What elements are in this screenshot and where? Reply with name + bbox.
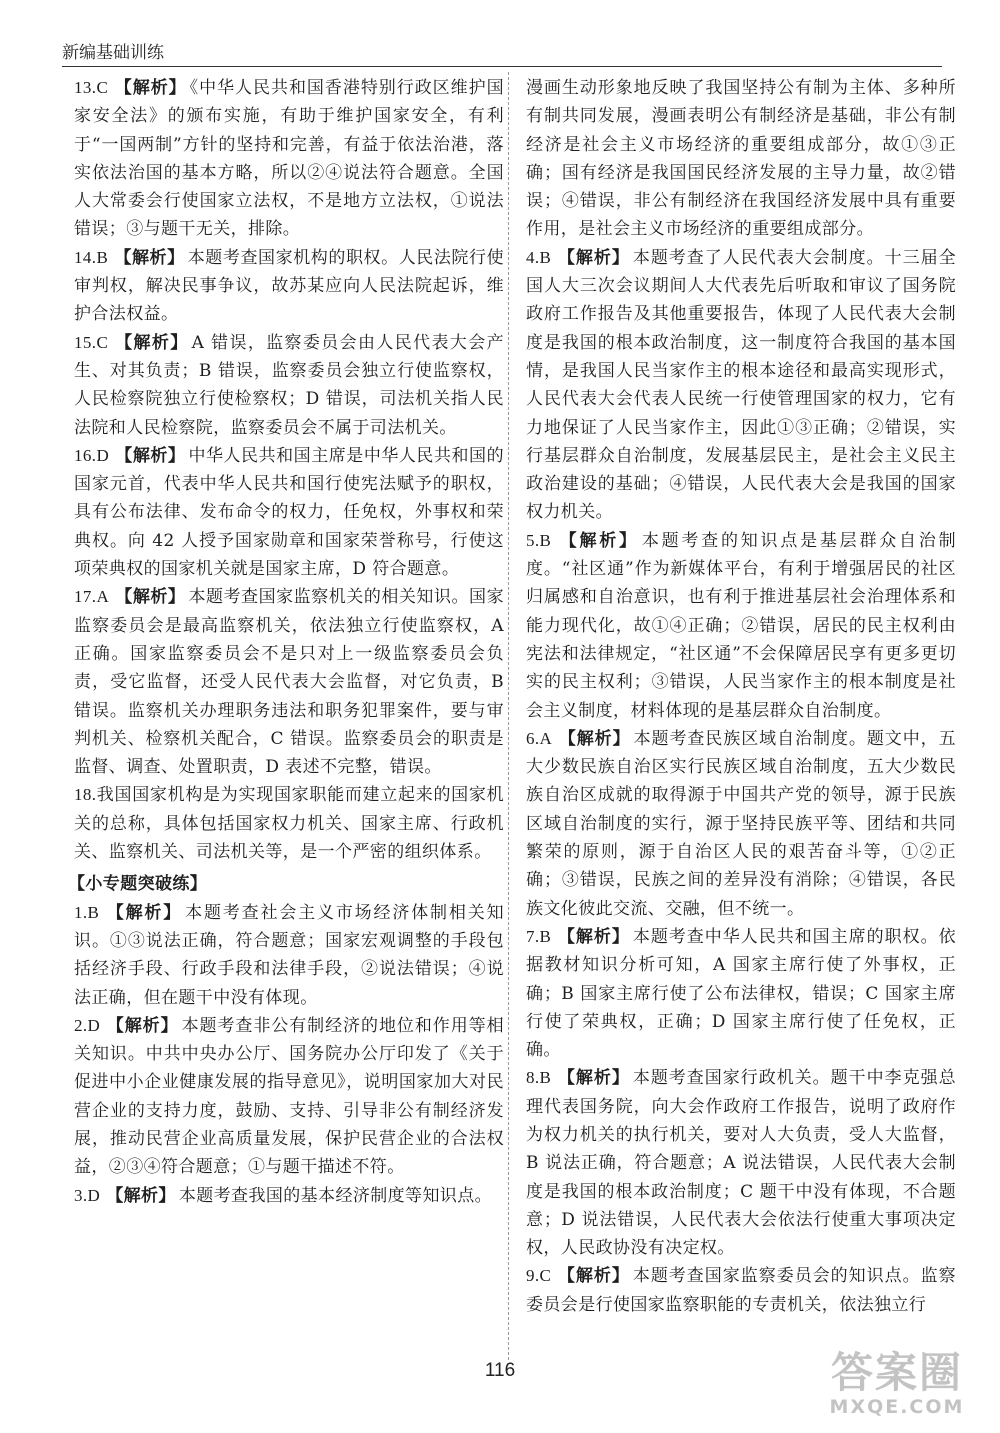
right-column: [526, 74, 956, 1319]
answer-number: 6.A: [526, 728, 553, 748]
answer-item: [526, 244, 956, 527]
answer-text: 漫画生动形象地反映了我国坚持公有制为主体、多种所有制共同发展，漫画表明公有制经济是基础，非公有制经济是社会主义市场经济的重要组成部分，故①③正确；国有经济是我国国民经济发展的主导力量，故②错误；④错误，非公有制经济在我国经济发展中具有重要作用，是社会主义市场经济的重要组成部分。: [526, 78, 956, 240]
analysis-tag: 【解析】: [557, 1266, 630, 1287]
answer-item: [74, 583, 504, 781]
answer-item: [74, 74, 504, 244]
column-divider: [508, 72, 509, 1360]
answer-number: 3.D: [74, 1185, 101, 1205]
analysis-tag: 【解析】: [557, 247, 630, 268]
answer-text: 我国国家机构是为实现国家职能而建立起来的国家机关的总称，具体包括国家权力机关、国家主席、行政机关、监察机关、司法机关等，是一个严密的组织体系。: [74, 785, 504, 863]
page-header-title: 新编基础训练: [62, 43, 164, 63]
answer-item: [526, 1262, 956, 1319]
answer-number: 18.: [74, 785, 97, 805]
answer-text: 本题考查的知识点是基层群众自治制度。“社区通”作为新媒体平台，有利于增强居民的社区归属感和自治意识，也有利于推进基层社会治理体系和能力现代化，故①④正确；②错误，居民的民主权利由宪法和法律规定，“社区通”不会保障居民享有更多更切实的民主权利；③错误，人民当家作主的根本制度是社会主义制度，材料体现的是基层群众自治制度。: [526, 530, 956, 721]
answer-item: [526, 1064, 956, 1262]
answer-item: [74, 244, 504, 329]
answer-text: 《中华人民共和国香港特别行政区维护国家安全法》的颁布实施，有助于维护国家安全，有利于“一国两制”方针的坚持和完善，有益于依法治港，落实依法治国的基本方略，所以②④说法符合题意。全国人大常委会行使国家立法权，不是地方立法权，①说法错误；③与题干无关，排除。: [74, 78, 504, 240]
answer-text: 本题考查民族区域自治制度。题文中，五大少数民族自治区实行民族区域自治制度，五大少数民族自治区成就的取得源于中国共产党的领导，源于民族区域自治制度的实行，源于坚持民族平等、团结和共同繁荣的原则，源于自治区人民的艰苦奋斗等，①②正确；③错误，民族之间的差异没有消除；④错误，各民族文化彼此交流、交融，但不统一。: [526, 728, 956, 919]
watermark-logo: [812, 1350, 982, 1425]
answer-number: 13.C: [74, 78, 109, 97]
analysis-tag: 【解析】: [106, 1185, 176, 1206]
answer-text: 本题考查社会主义市场经济体制相关知识。①③说法正确，符合题意；国家宏观调整的手段包括经济手段、行政手段和法律手段，②说法错误；④说法正确，但在题干中没有体现。: [74, 902, 504, 1008]
watermark-main: 答案圈: [830, 1348, 963, 1397]
answer-number: 14.B: [74, 247, 109, 267]
answer-number: 5.B: [526, 530, 552, 550]
answer-text: 本题考查非公有制经济的地位和作用等相关知识。中共中央办公厅、国务院办公厅印发了《关于促进中小企业健康发展的指导意见》，说明国家加大对民营企业的支持力度，鼓励、支持、引导非公有制经济发展，推动民营企业高质量发展，保护民营企业的合法权益，②③④符合题意；①与题干描述不符。: [74, 1015, 504, 1178]
answer-item: [74, 329, 504, 442]
analysis-tag: 【解析】: [114, 332, 189, 353]
answer-item: [74, 1012, 504, 1182]
analysis-tag: 【解析】: [115, 445, 186, 466]
answer-number: 15.C: [74, 332, 109, 352]
answer-number: 7.B: [526, 926, 552, 946]
answer-item: [74, 781, 504, 866]
analysis-tag: 【解析】: [106, 1015, 179, 1036]
analysis-tag: 【解析】: [114, 247, 185, 268]
analysis-tag: 【解析】: [557, 1068, 630, 1089]
left-answer-list-section: [74, 899, 504, 1210]
answer-text: 本题考查中华人民共和国主席的职权。依据教材知识分析可知，A 国家主席行使了外事权，正确；B 国家主席行使了公布法律权，错误；C 国家主席行使了荣典权，正确；D 国家主席行使了任免权，正确。: [526, 926, 956, 1061]
answer-item: [74, 1182, 504, 1210]
answer-text: 本题考查我国的基本经济制度等知识点。: [178, 1185, 493, 1206]
analysis-tag: 【解析】: [105, 902, 183, 923]
analysis-tag: 【解析】: [557, 926, 630, 947]
answer-text: 本题考查国家机构的职权。人民法院行使审判权，解决民事争议，故苏某应向人民法院起诉，维护合法权益。: [74, 247, 504, 325]
answer-item: [526, 74, 956, 244]
analysis-tag: 【解析】: [558, 728, 631, 749]
watermark-sub: MXQE.COM: [829, 1396, 965, 1418]
answer-item: [526, 923, 956, 1064]
answer-number: 2.D: [74, 1015, 101, 1035]
answer-number: 17.A: [74, 587, 110, 607]
section-title: 【小专题突破练】: [68, 874, 208, 895]
answer-number: 4.B: [526, 247, 552, 267]
left-column: [68, 74, 504, 1210]
right-answer-list: [526, 74, 956, 1319]
answer-number: 16.D: [74, 445, 110, 465]
header-rule: [62, 66, 942, 67]
answer-text: 本题考查国家监察委员会的知识点。监察委员会是行使国家监察职能的专责机关，依法独立行: [526, 1266, 956, 1315]
analysis-tag: 【解析】: [115, 587, 186, 608]
answer-item: [74, 442, 504, 583]
analysis-tag: 【解析】: [114, 78, 187, 98]
page-number: 116: [484, 1360, 516, 1381]
answer-text: 中华人民共和国主席是中华人民共和国的国家元首，代表中华人民共和国行使宪法赋予的职权，具有公布法律、发布命令的权力，任免权，外事权和荣典权。向 42 人授予国家勋章和国家荣誉称号，行使这项荣典权的国家机关就是国家主席，D 符合题意。: [74, 445, 504, 580]
answer-item: [74, 899, 504, 1012]
answer-item: [526, 725, 956, 923]
answer-number: 1.B: [74, 902, 100, 922]
left-answer-list: [74, 74, 504, 866]
answer-number: 9.C: [526, 1266, 552, 1286]
analysis-tag: 【解析】: [557, 530, 639, 551]
answer-text: 本题考查了人民代表大会制度。十三届全国人大三次会议期间人大代表先后听取和审议了国务院政府工作报告及其他重要报告，体现了人民代表大会制度是我国的根本政治制度，这一制度符合我国的基本国情，是我国人民当家作主的根本途径和最高实现形式，人民代表大会代表人民统一行使管理国家的权力，它有力地保证了人民当家作主，因此①③正确；②错误，实行基层群众自治制度，发展基层民主，是社会主义民主政治建设的基础；④错误，人民代表大会是我国的国家权力机关。: [526, 247, 956, 523]
answer-number: 8.B: [526, 1068, 552, 1088]
answer-text: 本题考查国家监察机关的相关知识。国家监察委员会是最高监察机关，依法独立行使监察权，A 正确。国家监察委员会不是只对上一级监察委员会负责，受它监督，还受人民代表大会监督，对它负责，B 错误。监察机关办理职务违法和职务犯罪案件，要与审判机关、检察机关配合，C 错误。监察委员会的职责是监督、调查、处置职责，D 表述不完整，错误。: [74, 587, 504, 778]
answer-text: 本题考查国家行政机关。题干中李克强总理代表国务院，向大会作政府工作报告，说明了政府作为权力机关的执行机关，要对人大负责，受人大监督，B 说法正确，符合题意；A 说法错误，人民代表大会制度是我国的根本政治制度；C 题干中没有体现，不合题意；D 说法错误，人民代表大会依法行使重大事项决定权，人民政协没有决定权。: [526, 1068, 956, 1259]
answer-text: A 错误，监察委员会由人民代表大会产生、对其负责；B 错误，监察委员会独立行使监察权，人民检察院独立行使检察权；D 错误，司法机关指人民法院和人民检察院，监察委员会不属于司法机关。: [74, 332, 504, 438]
answer-item: [526, 527, 956, 725]
